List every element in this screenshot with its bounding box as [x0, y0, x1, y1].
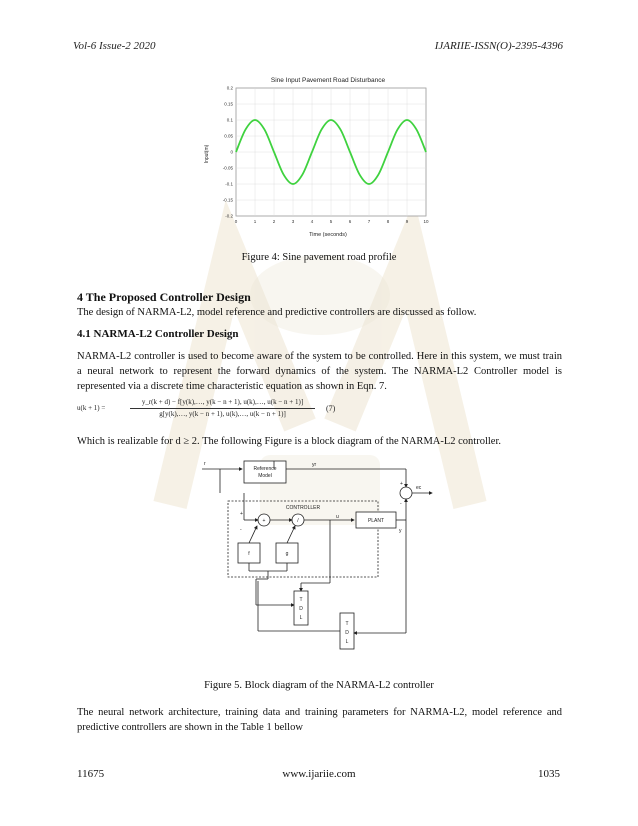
ref-model-line2: Model — [258, 473, 272, 479]
x-tick-label: 5 — [329, 219, 333, 224]
equation-lhs: u(k + 1) = — [77, 404, 106, 412]
chart-title: Sine Input Pavement Road Disturbance — [270, 77, 386, 84]
x-tick-label: 9 — [405, 219, 409, 224]
x-tick-label: 0 — [234, 219, 238, 224]
x-tick-label: 10 — [423, 219, 429, 224]
x-tick-label: 1 — [253, 219, 257, 224]
equation-number: (7) — [326, 404, 336, 413]
section41-title: 4.1 NARMA-L2 Controller Design — [77, 328, 239, 340]
diagram-y-label: y — [399, 528, 402, 534]
figure4-chart — [200, 72, 440, 240]
narma-block-diagram — [200, 455, 440, 655]
closing-text: The neural network architecture, training data and training parameters for NARMA-L2, model reference and predictive controllers are shown in the Table 1 bellow — [77, 707, 562, 733]
ref-model-line1: Reference — [253, 466, 277, 472]
minus-sign-ctrl: - — [240, 527, 242, 533]
reference-model-block — [244, 461, 286, 483]
diagram-ec-label: ec — [416, 485, 422, 491]
tdl-inner-t: T — [299, 597, 303, 603]
figure4-caption: Figure 4: Sine pavement road profile — [241, 252, 397, 263]
x-tick-label: 4 — [310, 219, 314, 224]
y-tick-label: -0.2 — [225, 213, 233, 219]
tdl-outer-d: D — [345, 630, 349, 636]
diagram-u-label: u — [336, 514, 339, 520]
plus-sign-ctrl: + — [240, 511, 243, 517]
y-tick-label: 0.05 — [224, 133, 233, 139]
x-tick-label: 2 — [272, 219, 276, 224]
diagram-yr-label: yr — [312, 462, 317, 468]
header-volume: Vol-6 Issue-2 2020 — [73, 40, 156, 52]
footer-page-number: 1035 — [538, 768, 560, 780]
y-tick-label: 0.15 — [224, 101, 233, 107]
f-label: f — [248, 551, 250, 557]
y-tick-label: -0.15 — [222, 197, 233, 203]
footer-website: www.ijariie.com — [282, 768, 356, 780]
section4-text: The design of NARMA-L2, model reference and predictive controllers are discussed as follow. — [77, 307, 477, 318]
y-tick-label: 0.2 — [226, 85, 233, 91]
controller-label: CONTROLLER — [285, 505, 321, 511]
x-tick-label: 7 — [367, 219, 371, 224]
figure5-caption: Figure 5. Block diagram of the NARMA-L2 controller — [204, 680, 434, 691]
equation-denominator: g[y(k),…, y(k − n + 1), u(k),…, u(k − n + 1)] — [159, 410, 286, 418]
equation-fraction-bar — [130, 408, 315, 409]
div-symbol: / — [297, 518, 299, 524]
tdl-inner-l: L — [299, 615, 303, 621]
error-summing-junction — [400, 487, 412, 499]
footer-paper-id: 11675 — [77, 768, 105, 780]
tdl-outer-l: L — [345, 639, 349, 645]
y-tick-label: 0 — [230, 149, 233, 155]
chart-xlabel: Time (seconds) — [309, 232, 347, 238]
y-tick-label: -0.1 — [225, 181, 233, 187]
diagram-r-label: r — [204, 461, 206, 467]
y-tick-label: -0.05 — [222, 165, 233, 171]
tdl-inner-d: D — [299, 606, 303, 612]
section4-title: 4 The Proposed Controller Design — [77, 290, 251, 304]
realizable-text: Which is realizable for d ≥ 2. The following Figure is a block diagram of the NARMA-L2 controller. — [77, 436, 502, 447]
x-tick-label: 8 — [386, 219, 390, 224]
header-issn: IJARIIE-ISSN(O)-2395-4396 — [434, 40, 563, 52]
chart-ylabel: Input(m) — [204, 144, 210, 164]
sine-chart-svg — [200, 72, 440, 240]
x-tick-label: 3 — [291, 219, 295, 224]
equation-numerator: y_r(k + d) − f[y(k),…, y(k − n + 1), u(k),…, u(k − n + 1)] — [141, 398, 304, 406]
plant-label: PLANT — [367, 518, 385, 524]
g-label: g — [285, 551, 289, 557]
y-tick-label: 0.1 — [226, 117, 233, 123]
tdl-outer-t: T — [345, 621, 349, 627]
sum-symbol: + — [262, 518, 266, 524]
minus-sign-y: - — [400, 501, 402, 507]
plus-sign-yr: + — [400, 481, 403, 487]
x-tick-label: 6 — [348, 219, 352, 224]
section41-text: NARMA-L2 controller is used to become aware of the system to be controlled. Here in this system, we must train a neural network to represent the forward dynamics of the system. The NARMA-L2 Controller model is represented via a discrete time characteristic equation as shown in Eqn. 7. — [77, 351, 562, 392]
